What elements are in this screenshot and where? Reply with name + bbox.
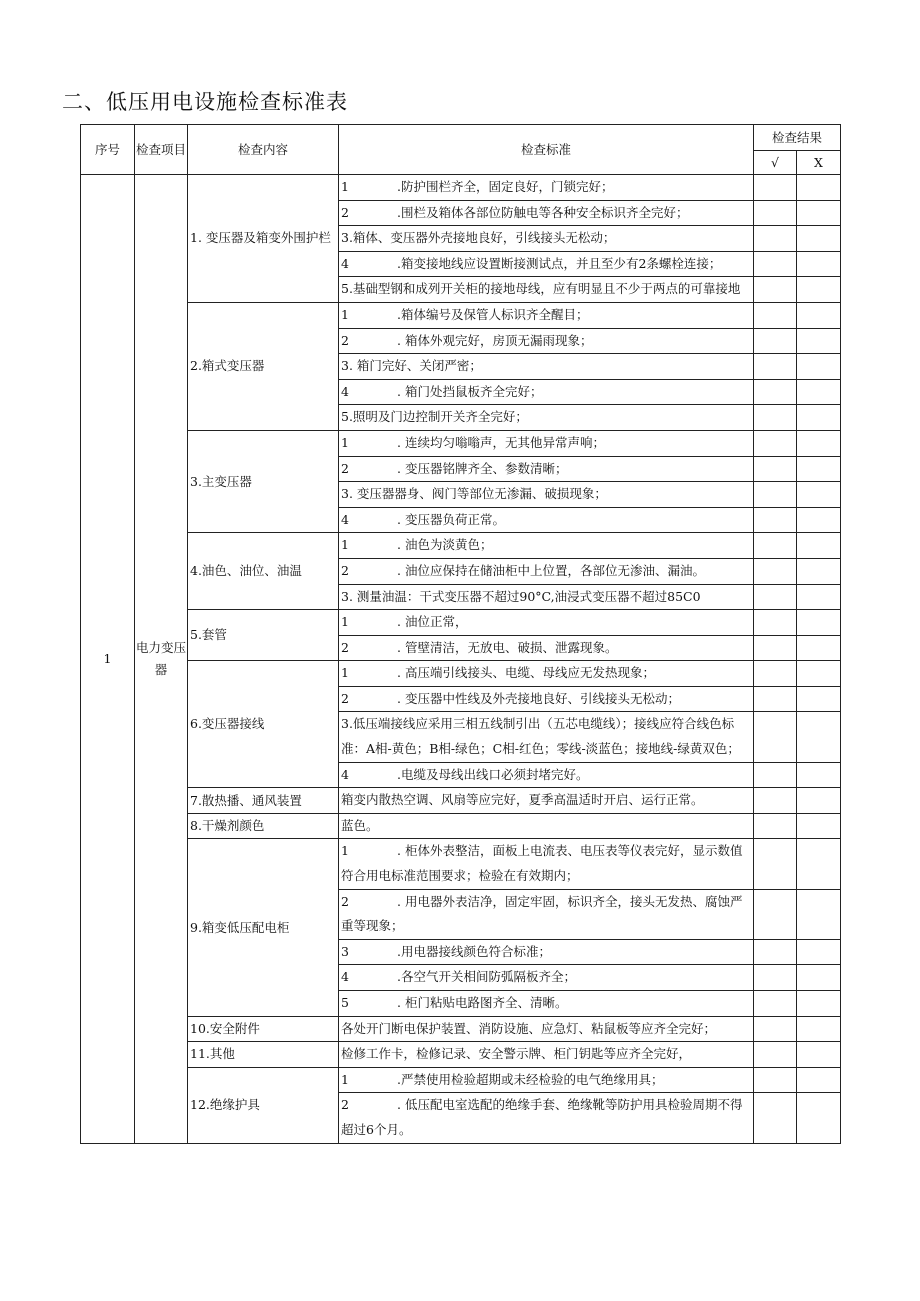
result-check-box[interactable] xyxy=(754,1067,797,1093)
result-cross-box[interactable] xyxy=(797,277,841,303)
standard-text: . 低压配电室选配的绝缘手套、绝缘靴等防护用具检验周期不得超过6个月。 xyxy=(341,1097,743,1137)
result-check-box[interactable] xyxy=(754,1016,797,1042)
header-standard: 检查标准 xyxy=(339,125,754,175)
result-cross-box[interactable] xyxy=(797,226,841,252)
result-cross-box[interactable] xyxy=(797,482,841,508)
table-row xyxy=(81,1042,841,1068)
standard-text: .围栏及箱体各部位防触电等各种安全标识齐全完好； xyxy=(397,204,689,220)
result-check-box[interactable] xyxy=(754,200,797,226)
result-cross-box[interactable] xyxy=(797,175,841,201)
check-content: 6.变压器接线 xyxy=(188,661,339,788)
standard-number: 2 xyxy=(341,332,349,348)
inspection-table xyxy=(80,124,841,1144)
result-cross-box[interactable] xyxy=(797,635,841,661)
header-seq: 序号 xyxy=(81,125,135,175)
result-check-box[interactable] xyxy=(754,533,797,559)
check-standard xyxy=(339,200,754,226)
check-content: 7.散热播、通风装置 xyxy=(188,788,339,814)
standard-text: . 高压端引线接头、电缆、母线应无发热现象； xyxy=(397,665,655,681)
standard-text: . 油色为淡黄色； xyxy=(397,537,493,553)
standard-text: . 油位正常， xyxy=(397,614,468,630)
result-cross-box[interactable] xyxy=(797,354,841,380)
result-check-box[interactable] xyxy=(754,686,797,712)
table-row xyxy=(81,302,841,328)
result-check-box[interactable] xyxy=(754,661,797,687)
standard-number: 1 xyxy=(341,614,349,630)
result-check-box[interactable] xyxy=(754,251,797,277)
standard-number: 1 xyxy=(341,434,349,450)
standard-number: 2 xyxy=(341,460,349,476)
check-content: 3.主变压器 xyxy=(188,430,339,532)
result-check-box[interactable] xyxy=(754,456,797,482)
check-standard xyxy=(339,584,754,610)
result-check-box[interactable] xyxy=(754,354,797,380)
result-check-box[interactable] xyxy=(754,889,797,939)
result-check-box[interactable] xyxy=(754,302,797,328)
result-cross-box[interactable] xyxy=(797,661,841,687)
result-check-box[interactable] xyxy=(754,226,797,252)
result-check-box[interactable] xyxy=(754,610,797,636)
result-check-box[interactable] xyxy=(754,813,797,839)
result-check-box[interactable] xyxy=(754,379,797,405)
check-standard xyxy=(339,661,754,687)
header-item: 检查项目 xyxy=(135,125,188,175)
result-cross-box[interactable] xyxy=(797,712,841,762)
standard-text: .箱变接地线应设置断接测试点，并且至少有2条螺栓连接； xyxy=(397,255,722,271)
standard-number: 4 xyxy=(341,511,349,527)
result-cross-box[interactable] xyxy=(797,965,841,991)
standard-text: 检修工作卡，检修记录、安全警示牌、柜门钥匙等应齐全完好， xyxy=(341,1046,692,1062)
standard-number: 2 xyxy=(341,690,349,706)
check-standard xyxy=(339,558,754,584)
result-check-box[interactable] xyxy=(754,939,797,965)
result-cross-box[interactable] xyxy=(797,686,841,712)
check-standard xyxy=(339,813,754,839)
check-standard xyxy=(339,175,754,201)
standard-number: 4 xyxy=(341,383,349,399)
result-cross-box[interactable] xyxy=(797,1067,841,1093)
check-content: 1. 变压器及箱变外围护栏 xyxy=(188,175,339,303)
result-cross-box[interactable] xyxy=(797,507,841,533)
table-row xyxy=(81,610,841,636)
table-row xyxy=(81,839,841,889)
standard-text: .各空气开关相间防弧隔板齐全； xyxy=(397,969,576,985)
result-check-box[interactable] xyxy=(754,482,797,508)
table-row xyxy=(81,1067,841,1093)
result-check-box[interactable] xyxy=(754,788,797,814)
table-row xyxy=(81,175,841,201)
standard-text: . 油位应保持在储油柜中上位置，各部位无渗油、漏油。 xyxy=(397,562,705,578)
check-standard xyxy=(339,1042,754,1068)
result-cross-box[interactable] xyxy=(797,762,841,788)
standard-text: 蓝色。 xyxy=(341,817,379,833)
check-standard xyxy=(339,482,754,508)
result-cross-box[interactable] xyxy=(797,430,841,456)
table-row xyxy=(81,430,841,456)
check-content: 4.油色、油位、油温 xyxy=(188,533,339,610)
standard-text: 5.基础型钢和成列开关柜的接地母线，应有明显且不少于两点的可靠接地 xyxy=(341,281,741,297)
check-standard xyxy=(339,686,754,712)
page-title: 二、低压用电设施检查标准表 xyxy=(62,90,348,114)
standard-number: 2 xyxy=(341,562,349,578)
standard-text: . 箱体外观完好，房顶无漏雨现象； xyxy=(397,332,593,348)
standard-number: 1 xyxy=(341,1071,349,1087)
standard-text: 3. 变压器器身、阀门等部位无渗漏、破损现象； xyxy=(341,486,607,502)
check-standard xyxy=(339,965,754,991)
check-standard xyxy=(339,379,754,405)
check-standard xyxy=(339,610,754,636)
result-check-box[interactable] xyxy=(754,762,797,788)
standard-number: 4 xyxy=(341,969,349,985)
check-standard xyxy=(339,1093,754,1143)
result-cross-box[interactable] xyxy=(797,813,841,839)
standard-text: 3.箱体、变压器外壳接地良好，引线接头无松动； xyxy=(341,230,616,246)
table-row xyxy=(81,661,841,687)
check-content: 9.箱变低压配电柜 xyxy=(188,839,339,1016)
check-standard xyxy=(339,839,754,889)
standard-text: . 箱门处挡鼠板齐全完好； xyxy=(397,383,543,399)
check-content: 2.箱式变压器 xyxy=(188,302,339,430)
row-seq: 1 xyxy=(81,175,135,1144)
check-standard xyxy=(339,456,754,482)
table-row xyxy=(81,813,841,839)
standard-number: 4 xyxy=(341,766,349,782)
standard-number: 1 xyxy=(341,665,349,681)
standard-text: 5.照明及门边控制开关齐全完好； xyxy=(341,409,528,425)
standard-number: 2 xyxy=(341,639,349,655)
standard-number: 2 xyxy=(341,893,349,909)
standard-number: 1 xyxy=(341,179,349,194)
result-cross-box[interactable] xyxy=(797,889,841,939)
check-standard xyxy=(339,991,754,1017)
check-standard xyxy=(339,1067,754,1093)
standard-text: .用电器接线颜色符合标准； xyxy=(397,943,551,959)
standard-text: 3. 箱门完好、关闭严密； xyxy=(341,358,482,374)
result-cross-box[interactable] xyxy=(797,839,841,889)
check-standard xyxy=(339,635,754,661)
standard-text: 3. 测量油温：干式变压器不超过90°C,油浸式变压器不超过85C0 xyxy=(341,588,701,604)
standard-text: . 变压器铭牌齐全、参数清晰； xyxy=(397,460,568,476)
standard-text: . 柜门粘贴电路图齐全、清晰。 xyxy=(397,995,568,1010)
check-standard xyxy=(339,889,754,939)
standard-text: .电缆及母线出线口必须封堵完好。 xyxy=(397,766,589,782)
result-cross-box[interactable] xyxy=(797,533,841,559)
check-standard xyxy=(339,788,754,814)
check-standard xyxy=(339,226,754,252)
standard-text: 箱变内散热空调、风扇等应完好，夏季高温适时开启、运行正常。 xyxy=(341,792,704,808)
result-cross-box[interactable] xyxy=(797,456,841,482)
table-row xyxy=(81,1016,841,1042)
check-content: 10.安全附件 xyxy=(188,1016,339,1042)
check-standard xyxy=(339,430,754,456)
standard-number: 2 xyxy=(341,204,349,220)
check-standard xyxy=(339,405,754,431)
standard-text: . 连续均匀嗡嗡声，无其他异常声响； xyxy=(397,434,605,450)
result-check-box[interactable] xyxy=(754,405,797,431)
header-content: 检查内容 xyxy=(188,125,339,175)
check-standard xyxy=(339,277,754,303)
standard-text: . 管壁清洁，无放电、破损、泄露现象。 xyxy=(397,639,618,655)
header-cross: X xyxy=(797,151,841,175)
result-check-box[interactable] xyxy=(754,430,797,456)
check-standard xyxy=(339,712,754,762)
check-standard xyxy=(339,251,754,277)
result-cross-box[interactable] xyxy=(797,405,841,431)
standard-number: 3 xyxy=(341,943,349,959)
standard-text: .防护围栏齐全，固定良好，门锁完好； xyxy=(397,179,614,194)
standard-text: 各处开门断电保护装置、消防设施、应急灯、粘鼠板等应齐全完好； xyxy=(341,1020,717,1036)
standard-number: 5 xyxy=(341,995,349,1010)
result-cross-box[interactable] xyxy=(797,788,841,814)
result-check-box[interactable] xyxy=(754,277,797,303)
result-cross-box[interactable] xyxy=(797,200,841,226)
result-cross-box[interactable] xyxy=(797,379,841,405)
standard-number: 4 xyxy=(341,255,349,271)
result-check-box[interactable] xyxy=(754,584,797,610)
check-content: 8.干燥剂颜色 xyxy=(188,813,339,839)
result-check-box[interactable] xyxy=(754,507,797,533)
standard-text: 3.低压端接线应采用三相五线制引出（五芯电缆线）；接线应符合线色标准：A相-黄色；B相-绿色；C相-红色；零线-淡蓝色；接地线-绿黄双色； xyxy=(341,716,740,757)
check-standard xyxy=(339,302,754,328)
standard-number: 1 xyxy=(341,306,349,322)
check-standard xyxy=(339,507,754,533)
result-check-box[interactable] xyxy=(754,839,797,889)
table-row xyxy=(81,533,841,559)
result-check-box[interactable] xyxy=(754,558,797,584)
result-cross-box[interactable] xyxy=(797,328,841,354)
check-standard xyxy=(339,354,754,380)
result-check-box[interactable] xyxy=(754,1093,797,1143)
standard-number: 1 xyxy=(341,843,349,859)
check-standard xyxy=(339,533,754,559)
result-check-box[interactable] xyxy=(754,965,797,991)
check-content: 11.其他 xyxy=(188,1042,339,1068)
result-check-box[interactable] xyxy=(754,712,797,762)
standard-text: . 变压器负荷正常。 xyxy=(397,511,505,527)
result-check-box[interactable] xyxy=(754,175,797,201)
result-cross-box[interactable] xyxy=(797,558,841,584)
result-cross-box[interactable] xyxy=(797,1093,841,1143)
result-check-box[interactable] xyxy=(754,328,797,354)
result-cross-box[interactable] xyxy=(797,302,841,328)
result-cross-box[interactable] xyxy=(797,1016,841,1042)
standard-text: . 柜体外表整洁，面板上电流表、电压表等仪表完好，显示数值符合用电标准范围要求；检验在有效期内； xyxy=(341,843,743,884)
standard-number: 1 xyxy=(341,537,349,553)
result-check-box[interactable] xyxy=(754,991,797,1017)
standard-text: . 用电器外表洁净，固定牢固，标识齐全，接头无发热、腐蚀严重等现象； xyxy=(341,893,743,934)
check-standard xyxy=(339,328,754,354)
result-check-box[interactable] xyxy=(754,635,797,661)
check-standard xyxy=(339,939,754,965)
check-content: 12.绝缘护具 xyxy=(188,1067,339,1143)
result-check-box[interactable] xyxy=(754,1042,797,1068)
result-cross-box[interactable] xyxy=(797,610,841,636)
row-item: 电力变压器 xyxy=(135,175,188,1144)
standard-text: .箱体编号及保管人标识齐全醒目； xyxy=(397,306,589,322)
result-cross-box[interactable] xyxy=(797,584,841,610)
check-content: 5.套管 xyxy=(188,610,339,661)
result-cross-box[interactable] xyxy=(797,991,841,1017)
header-result: 检查结果 xyxy=(754,125,841,151)
standard-text: .严禁使用检验超期或未经检验的电气绝缘用具； xyxy=(397,1071,664,1087)
standard-text: . 变压器中性线及外壳接地良好、引线接头无松动； xyxy=(397,690,680,706)
result-cross-box[interactable] xyxy=(797,251,841,277)
check-standard xyxy=(339,762,754,788)
result-cross-box[interactable] xyxy=(797,939,841,965)
standard-number: 2 xyxy=(341,1097,349,1113)
result-cross-box[interactable] xyxy=(797,1042,841,1068)
header-check: √ xyxy=(754,151,797,175)
table-row xyxy=(81,788,841,814)
check-standard xyxy=(339,1016,754,1042)
